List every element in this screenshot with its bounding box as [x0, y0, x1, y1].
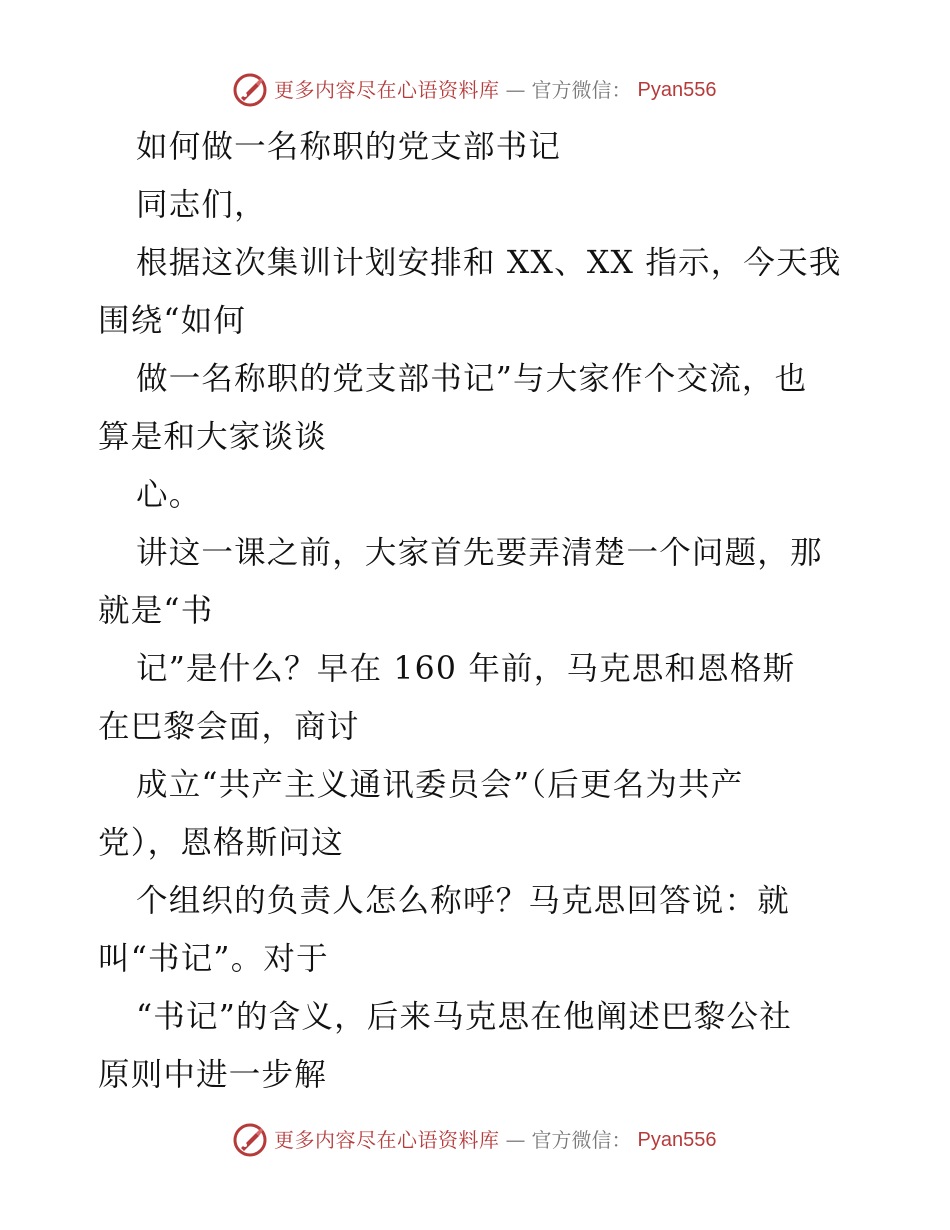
paragraph-line-15: “书记”的含义，后来马克思在他阐述巴黎公社 [136, 999, 792, 1035]
paragraph-line-7: 讲这一课之前，大家首先要弄清楚一个问题，那 [136, 535, 823, 571]
paragraph-line-8: 就是“书 [98, 593, 214, 629]
paragraph-line-2: 根据这次集训计划安排和 XX、XX 指示，今天我 [136, 245, 842, 281]
banner-title: 更多内容尽在心语资料库 [274, 1128, 500, 1152]
banner-wechat-label: 官方微信： [531, 78, 632, 102]
footer-banner [232, 1120, 716, 1160]
paragraph-line-4: 做一名称职的党支部书记”与大家作个交流，也 [136, 361, 808, 397]
paragraph-line-5: 算是和大家谈谈 [98, 419, 327, 455]
banner-wechat-id: Pyan556 [637, 1129, 717, 1151]
document-title: 如何做一名称职的党支部书记 [136, 129, 562, 165]
paragraph-line-12: 党），恩格斯问这 [98, 825, 344, 861]
paragraph-line-16: 原则中进一步解 [98, 1057, 327, 1093]
paragraph-line-1: 同志们， [136, 187, 267, 223]
paragraph-line-11: 成立“共产主义通讯委员会”（后更名为共产 [136, 767, 744, 803]
paragraph-line-14: 叫“书记”。对于 [98, 941, 329, 977]
banner-wechat-id: Pyan556 [637, 79, 717, 101]
paragraph-line-9: 记”是什么？早在 160 年前，马克思和恩格斯 [136, 651, 796, 687]
pen-nib-logo-icon [232, 1122, 268, 1158]
paragraph-line-13: 个组织的负责人怎么称呼？马克思回答说：就 [136, 883, 791, 919]
banner-title: 更多内容尽在心语资料库 [274, 78, 500, 102]
banner-wechat-label: 官方微信： [531, 1128, 632, 1152]
paragraph-line-6: 心。 [136, 477, 202, 513]
header-banner [232, 70, 716, 110]
paragraph-line-3: 围绕“如何 [98, 303, 247, 339]
pen-nib-logo-icon [232, 72, 268, 108]
paragraph-line-10: 在巴黎会面，商讨 [98, 709, 360, 745]
banner-separator: — [505, 78, 526, 102]
banner-separator: — [505, 1128, 526, 1152]
